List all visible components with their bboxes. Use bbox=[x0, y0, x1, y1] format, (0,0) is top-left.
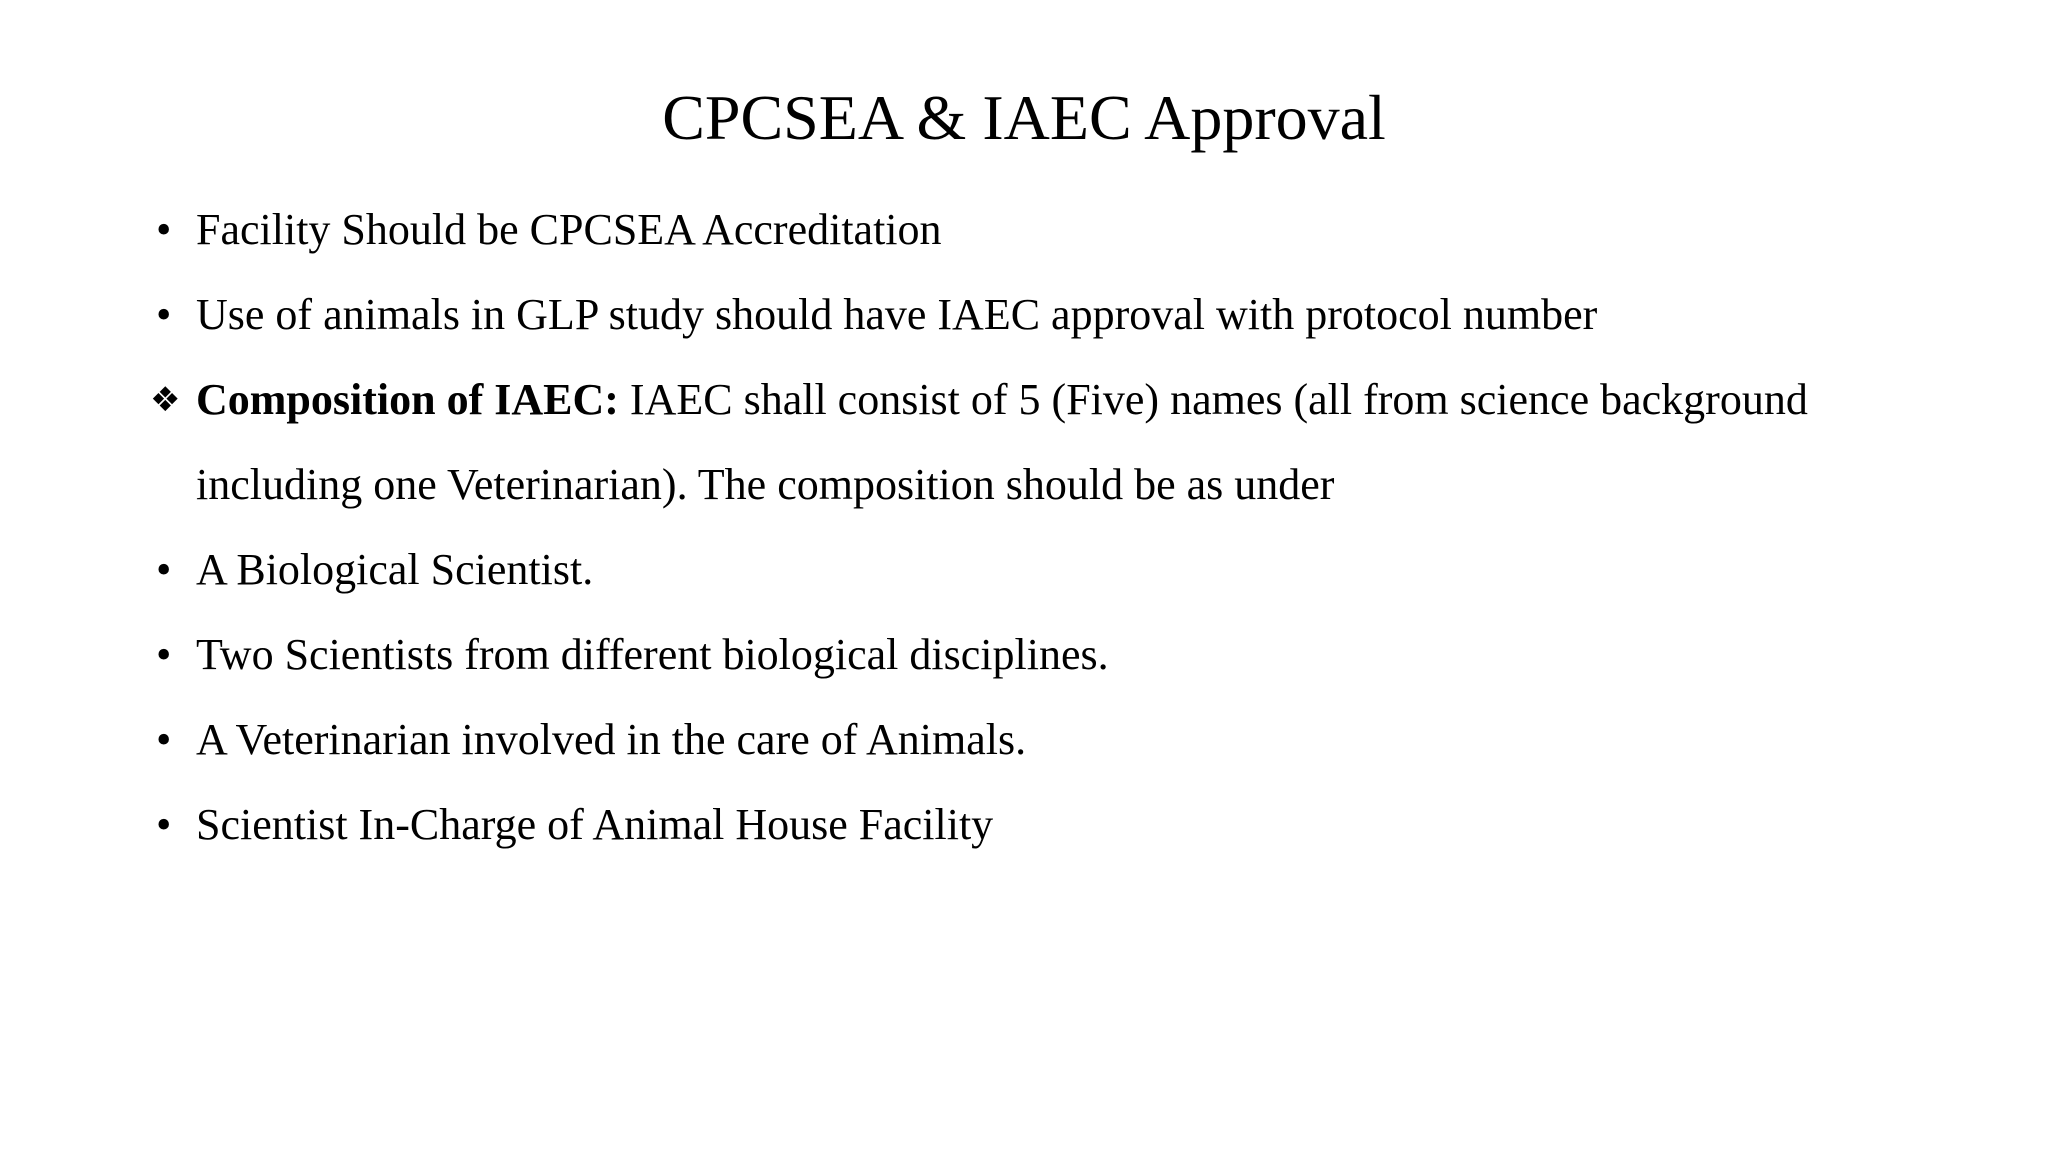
bullet-item bbox=[156, 285, 2036, 370]
bullet-icon: • bbox=[156, 800, 172, 849]
bullet-item bbox=[156, 200, 2036, 285]
slide-content bbox=[150, 200, 2036, 880]
composition-line-1 bbox=[150, 370, 2036, 455]
composition-description-1: IAEC shall consist of 5 (Five) names (all from science background bbox=[618, 375, 1808, 424]
member-text: A Biological Scientist. bbox=[196, 545, 594, 594]
bullet-text: Facility Should be CPCSEA Accreditation bbox=[196, 205, 942, 254]
member-text: Two Scientists from different biological disciplines. bbox=[196, 630, 1109, 679]
bullet-icon: • bbox=[156, 630, 172, 679]
member-item bbox=[156, 625, 2036, 710]
composition-description-2: including one Veterinarian). The composition should be as under bbox=[196, 460, 1335, 509]
bullet-text: Use of animals in GLP study should have IAEC approval with protocol number bbox=[196, 290, 1598, 339]
member-item bbox=[156, 540, 2036, 625]
diamond-bullet-icon: ❖ bbox=[150, 380, 181, 420]
composition-text bbox=[196, 370, 1808, 430]
bullet-icon: • bbox=[156, 290, 172, 339]
bullet-icon: • bbox=[156, 545, 172, 594]
bullet-icon: • bbox=[156, 715, 172, 764]
member-item bbox=[156, 795, 2036, 880]
composition-label: Composition of IAEC: bbox=[196, 375, 619, 424]
slide-title: CPCSEA & IAEC Approval bbox=[662, 82, 1386, 153]
member-text: A Veterinarian involved in the care of Animals. bbox=[196, 715, 1027, 764]
member-text: Scientist In-Charge of Animal House Facility bbox=[196, 800, 994, 849]
member-item bbox=[156, 710, 2036, 795]
bullet-icon: • bbox=[156, 205, 172, 254]
composition-line-2 bbox=[156, 455, 2036, 540]
